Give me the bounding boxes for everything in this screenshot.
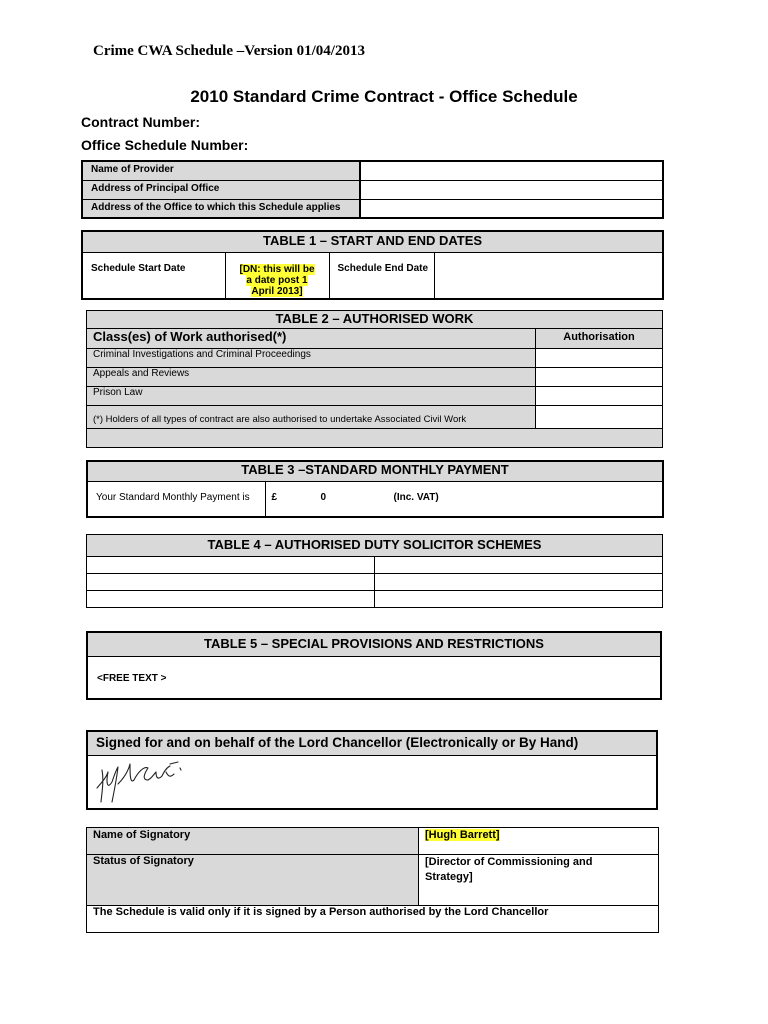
table-start-end-dates	[81, 230, 664, 300]
table-row	[87, 406, 663, 429]
signatory-name-label: Name of Signatory	[87, 828, 419, 855]
status-line-1: [Director of Commissioning and	[425, 856, 593, 868]
schedule-start-note	[225, 252, 329, 299]
table-row	[87, 855, 659, 906]
signatory-table	[86, 827, 659, 933]
contract-number-label: Contract Number:	[81, 114, 201, 130]
signature-title: Signed for and on behalf of the Lord Chancellor (Electronically or By Hand)	[87, 731, 657, 755]
table-row	[87, 574, 663, 591]
signatory-name-text: [Hugh Barrett]	[425, 829, 500, 841]
authorisation-cell[interactable]	[536, 406, 663, 429]
table-row	[82, 180, 663, 199]
provider-name-value[interactable]	[360, 161, 663, 180]
table-row	[82, 161, 663, 180]
table-row	[87, 557, 663, 574]
signatory-status-label: Status of Signatory	[87, 855, 419, 906]
running-head: Crime CWA Schedule –Version 01/04/2013	[93, 43, 365, 59]
principal-office-label: Address of Principal Office	[82, 180, 360, 199]
authorisation-cell[interactable]	[536, 349, 663, 368]
free-text-field[interactable]: <FREE TEXT >	[87, 656, 661, 699]
classes-column-header: Class(es) of Work authorised(*)	[87, 329, 536, 349]
table-authorised-work	[86, 310, 663, 448]
table-row	[87, 368, 663, 387]
table-row	[82, 199, 663, 218]
table-special-provisions	[86, 631, 662, 700]
signatory-status-value	[419, 855, 659, 906]
provider-name-label: Name of Provider	[82, 161, 360, 180]
table1-title: TABLE 1 – START AND END DATES	[82, 231, 663, 252]
table-standard-monthly-payment	[86, 460, 664, 518]
principal-office-value[interactable]	[360, 180, 663, 199]
status-line-2: Strategy]	[425, 871, 473, 883]
authorisation-column-header: Authorisation	[536, 329, 663, 349]
footnote: (*) Holders of all types of contract are also authorised to undertake Associated Civil Work	[87, 406, 536, 429]
validity-note: The Schedule is valid only if it is signed by a Person authorised by the Lord Chancellor	[87, 906, 659, 933]
scheme-cell[interactable]	[375, 574, 663, 591]
table3-title: TABLE 3 –STANDARD MONTHLY PAYMENT	[87, 461, 663, 481]
table-row	[87, 349, 663, 368]
schedule-office-value[interactable]	[360, 199, 663, 218]
signature-block	[86, 730, 658, 810]
monthly-payment-label: Your Standard Monthly Payment is	[87, 481, 265, 517]
provider-table	[81, 160, 664, 219]
table-row	[87, 591, 663, 608]
start-note-line-1: [DN: this will be	[239, 263, 315, 275]
scheme-cell[interactable]	[87, 557, 375, 574]
table-row	[87, 906, 659, 933]
schedule-start-label: Schedule Start Date	[82, 252, 225, 299]
currency-symbol: £	[271, 491, 278, 503]
table-row	[87, 387, 663, 406]
page-title: 2010 Standard Crime Contract - Office Schedule	[190, 87, 578, 106]
scheme-cell[interactable]	[87, 591, 375, 608]
signature-area[interactable]	[87, 755, 657, 809]
table-duty-solicitor-schemes	[86, 534, 663, 608]
schedule-office-label: Address of the Office to which this Schedule applies	[82, 199, 360, 218]
vat-note: (Inc. VAT)	[393, 491, 439, 503]
handwritten-signature	[94, 758, 194, 808]
authorisation-cell[interactable]	[536, 387, 663, 406]
work-class-label: Appeals and Reviews	[87, 368, 536, 387]
table4-title: TABLE 4 – AUTHORISED DUTY SOLICITOR SCHEMES	[87, 535, 663, 557]
work-class-label: Prison Law	[87, 387, 536, 406]
scheme-cell[interactable]	[375, 557, 663, 574]
work-class-label: Criminal Investigations and Criminal Proceedings	[87, 349, 536, 368]
office-schedule-number-label: Office Schedule Number:	[81, 137, 249, 153]
table-row	[87, 429, 663, 448]
start-note-line-2: a date post 1	[246, 274, 308, 286]
table2-title: TABLE 2 – AUTHORISED WORK	[87, 311, 663, 329]
table-row	[87, 828, 659, 855]
scheme-cell[interactable]	[375, 591, 663, 608]
start-note-line-3: April 2013]	[251, 285, 303, 297]
signatory-name-value	[419, 828, 659, 855]
schedule-end-value[interactable]	[434, 252, 663, 299]
schedule-end-label: Schedule End Date	[329, 252, 434, 299]
table5-title: TABLE 5 – SPECIAL PROVISIONS AND RESTRICTIONS	[87, 632, 661, 656]
table2-spacer-row	[87, 429, 663, 448]
monthly-payment-value	[265, 481, 663, 517]
authorisation-cell[interactable]	[536, 368, 663, 387]
payment-amount: 0	[320, 491, 327, 503]
scheme-cell[interactable]	[87, 574, 375, 591]
